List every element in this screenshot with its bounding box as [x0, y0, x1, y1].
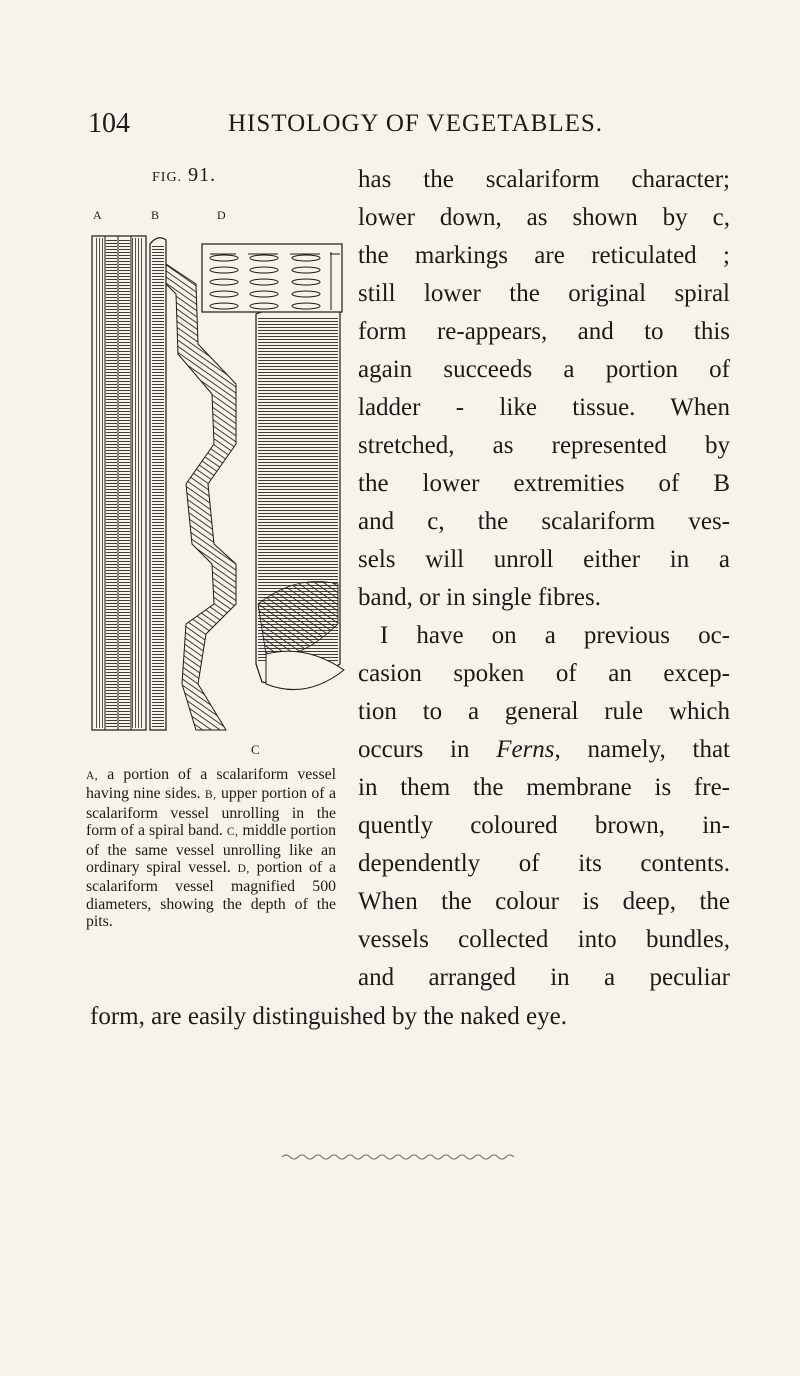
caption-text-a: a portion of a scalariform vessel having nine sides. — [86, 766, 336, 803]
figure-label-c: C — [251, 742, 260, 757]
caption-label-d: D, — [237, 863, 250, 876]
figure-label-a: A — [93, 208, 102, 222]
text-fragment: namely, that — [560, 736, 730, 763]
vessel-d-pits — [202, 244, 342, 312]
page-number: 104 — [88, 108, 130, 139]
text-line: When the colour is deep, the — [358, 888, 730, 915]
caption-text-b: upper portion of a scalariform vessel unrolling in the form of a spiral band. — [86, 785, 336, 840]
text-line: the lower extremities of B — [358, 470, 730, 497]
text-italic-ferns: Ferns, — [496, 736, 561, 763]
vessel-c — [256, 303, 344, 689]
caption-text-c: middle portion of the same vessel unrolling like an ordinary spiral vessel. — [86, 822, 337, 877]
figure-label-b: B — [151, 208, 160, 222]
text-line: sels will unroll either in a — [358, 546, 730, 573]
caption-label-c: C, — [226, 826, 239, 839]
text-line: dependently of its contents. — [358, 850, 730, 877]
text-line: the markings are reticulated ; — [358, 242, 730, 269]
text-line: I have on a previous oc- — [380, 622, 730, 649]
text-line-full-width: form, are easily distinguished by the naked eye. — [90, 1003, 567, 1030]
text-line: again succeeds a portion of — [358, 356, 730, 383]
text-line: and c, the scalariform ves- — [358, 508, 730, 535]
caption-label-b: B, — [205, 789, 217, 802]
text-line: lower down, as shown by c, — [358, 204, 730, 231]
figure-title — [152, 164, 216, 187]
caption-text-d: portion of a scalariform vessel magnified 500 diameters, showing the depth of the pits. — [86, 859, 337, 931]
text-fragment: occurs in — [358, 736, 497, 763]
figure-title-prefix: FIG. — [152, 170, 183, 185]
text-line: ladder - like tissue. When — [358, 394, 730, 421]
text-line: form re-appears, and to this — [358, 318, 730, 345]
text-line: tion to a general rule which — [358, 698, 730, 725]
tail-ornament-rule — [282, 1152, 522, 1162]
text-line: has the scalariform character; — [358, 166, 730, 193]
figure-label-d: D — [217, 208, 226, 222]
text-line: band, or in single fibres. — [358, 584, 602, 611]
figure-caption — [86, 766, 336, 931]
vessel-a — [92, 236, 146, 730]
text-line-ferns — [358, 736, 730, 764]
text-line: and arranged in a peculiar — [358, 964, 730, 991]
figure-title-number: 91. — [188, 164, 217, 186]
text-line: vessels collected into bundles, — [358, 926, 730, 953]
text-line: casion spoken of an excep- — [358, 660, 730, 687]
running-title: HISTOLOGY OF VEGETABLES. — [228, 110, 604, 137]
text-line: still lower the original spiral — [358, 280, 730, 307]
text-line: quently coloured brown, in- — [358, 812, 730, 839]
caption-label-a: A, — [86, 770, 99, 782]
scalariform-vessel-illustration — [86, 224, 350, 740]
text-line: stretched, as represented by — [358, 432, 730, 459]
text-line: in them the membrane is fre- — [358, 774, 730, 801]
